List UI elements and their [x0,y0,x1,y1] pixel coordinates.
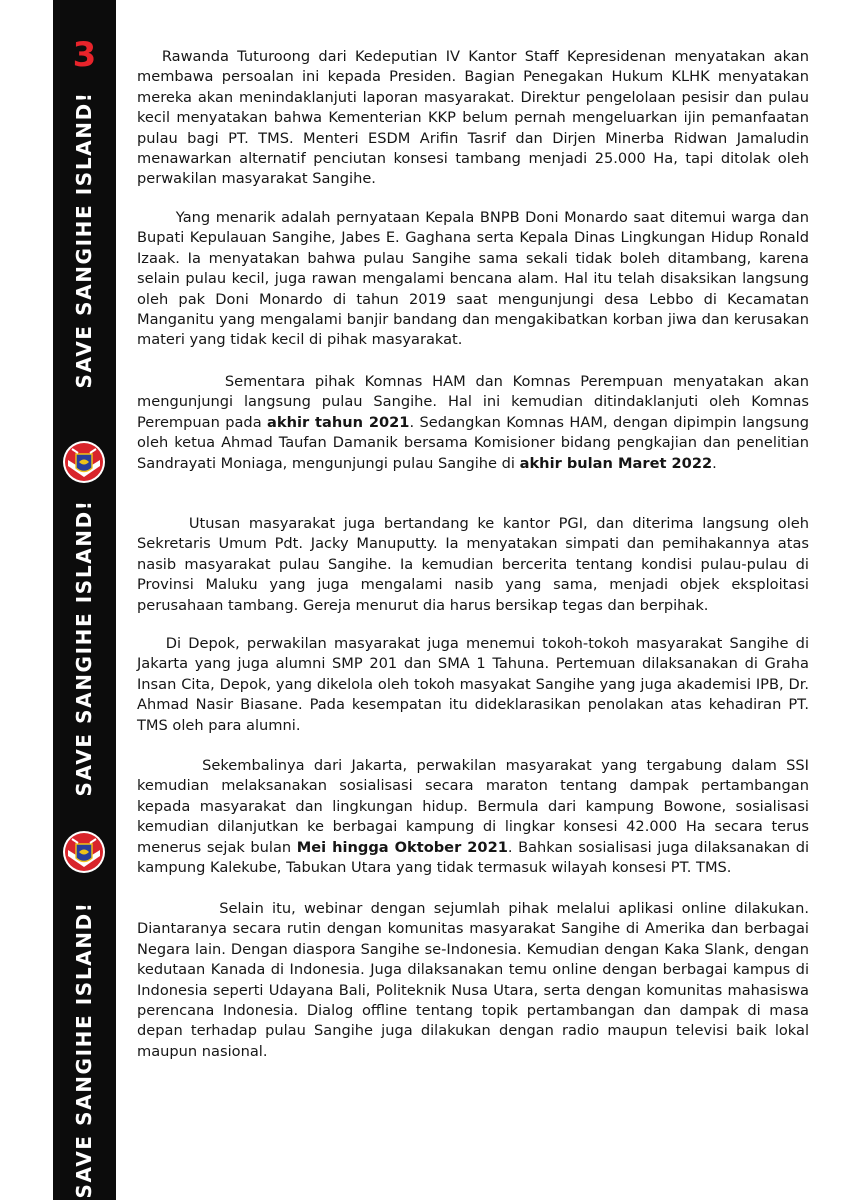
highlight-date: akhir bulan Maret 2022 [519,454,713,472]
highlight-date: akhir tahun 2021 [267,413,410,431]
highlight-date: Mei hingga Oktober 2021 [296,838,508,856]
sidebar-slogan: SAVE SANGIHE ISLAND! [72,91,96,389]
paragraph: Di Depok, perwakilan masyarakat juga menemui tokoh-tokoh masyarakat Sangihe di Jakarta yang juga alumni SMP 201 dan SMA 1 Tahuna. Pertemuan dilaksanakan di Graha Insan Cita, Depok, yang dikelola oleh tokoh masyakat Sangihe yang juga akademisi IPB, Dr. Ahmad Nasir Biasane. Pada kesempatan itu dideklarasikan penolakan atas kehadiran PT. TMS oleh para alumni. [137,635,809,734]
paragraph: Yang menarik adalah pernyataan Kepala BNPB Doni Monardo saat ditemui warga dan Bupati Kepulauan Sangihe, Jabes E. Gaghana serta Kepala Dinas Lingkungan Hidup Ronald Izaak. Ia menyatakan bahwa pulau Sangihe sama sekali tidak boleh ditambang, karena selain pulau kecil, juga rawan mengalami bencana alam. Hal itu telah disaksikan langsung oleh pak Doni Monardo di tahun 2019 saat mengunjungi desa Lebbo di Kecamatan Manganitu yang mengalami banjir bandang dan mengakibatkan korban jiwa dan kerusakan materi yang tidak kecil di pihak masyarakat. [137,209,809,349]
sidebar-slogan: SAVE SANGIHE ISLAND! [72,499,96,797]
paragraph: Rawanda Tuturoong dari Kedeputian IV Kantor Staff Kepresidenan menyatakan akan membawa persoalan ini kepada Presiden. Bagian Penegakan Hukum KLHK menyatakan mereka akan menindaklanjuti laporan masyarakat. Direktur pengelolaan pesisir dan pulau kecil menyatakan bahwa Kementerian KKP belum pernah mengeluarkan ijin pemanfaatan pulau bagi PT. TMS. Menteri ESDM Arifin Tasrif dan Dirjen Minerba Ridwan Jamaludin menawarkan alternatif penciutan konsesi tambang menjadi 25.000 Ha, tapi ditolak oleh perwakilan masyarakat Sangihe. [137,48,809,188]
save-sangihe-emblem-icon [62,440,106,484]
paragraph: Selain itu, webinar dengan sejumlah pihak melalui aplikasi online dilakukan. Diantaranya secara rutin dengan komunitas masyarakat Sangihe di Amerika dan berbagai Negara lain. Dengan diaspora Sangihe se-Indonesia. Kemudian dengan Kaka Slank, dengan kedutaan Kanada di Indonesia. Juga dilaksanakan temu online dengan berbagai kampus di Indonesia seperti Udayana Bali, Politeknik Nusa Utara, serta dengan komunitas mahasiswa perencana Indonesia. Dialog offline tentang topik pertambangan dan dampak di masa depan terhadap pulau Sangihe juga dilakukan dengan radio maupun televisi baik lokal maupun nasional. [137,900,809,1060]
sidebar-banner [53,0,116,1200]
paragraph: Sementara pihak Komnas HAM dan Komnas Perempuan menyatakan akan mengunjungi langsung pulau Sangihe. Hal ini kemudian ditindaklanjuti oleh Komnas Perempuan pada akhir tahun 2021. Sedangkan Komnas HAM, dengan dipimpin langsung oleh ketua Ahmad Taufan Damanik bersama Komisioner bidang pengkajian dan penelitian Sandrayati Moniaga, mengunjungi pulau Sangihe di akhir bulan Maret 2022. [137,373,809,472]
paragraph: Utusan masyarakat juga bertandang ke kantor PGI, dan diterima langsung oleh Sekretaris Umum Pdt. Jacky Manuputty. Ia menyatakan simpati dan pemihakannya atas nasib masyarakat pulau Sangihe. Ia kemudian bercerita tentang kondisi pulau-pulau di Provinsi Maluku yang juga mengalami nasib yang sama, menjadi objek eksploitasi perusahaan tambang. Gereja menurut dia harus bersikap tegas dan berpihak. [137,515,809,614]
page-number: 3 [72,35,97,75]
paragraph: Sekembalinya dari Jakarta, perwakilan masyarakat yang tergabung dalam SSI kemudian melaksanakan sosialisasi secara maraton tentang dampak pertambangan kepada masyarakat dan lingkungan hidup. Bermula dari kampung Bowone, sosialisasi kemudian dilanjutkan ke berbagai kampung di lingkar konsesi 42.000 Ha secara terus menerus sejak bulan Mei hingga Oktober 2021. Bahkan sosialisasi juga dilaksanakan di kampung Kalekube, Tabukan Utara yang tidak termasuk wilayah konsesi PT. TMS. [137,757,810,877]
sidebar-slogan: SAVE SANGIHE ISLAND! [72,901,96,1199]
save-sangihe-emblem-icon [62,830,106,874]
